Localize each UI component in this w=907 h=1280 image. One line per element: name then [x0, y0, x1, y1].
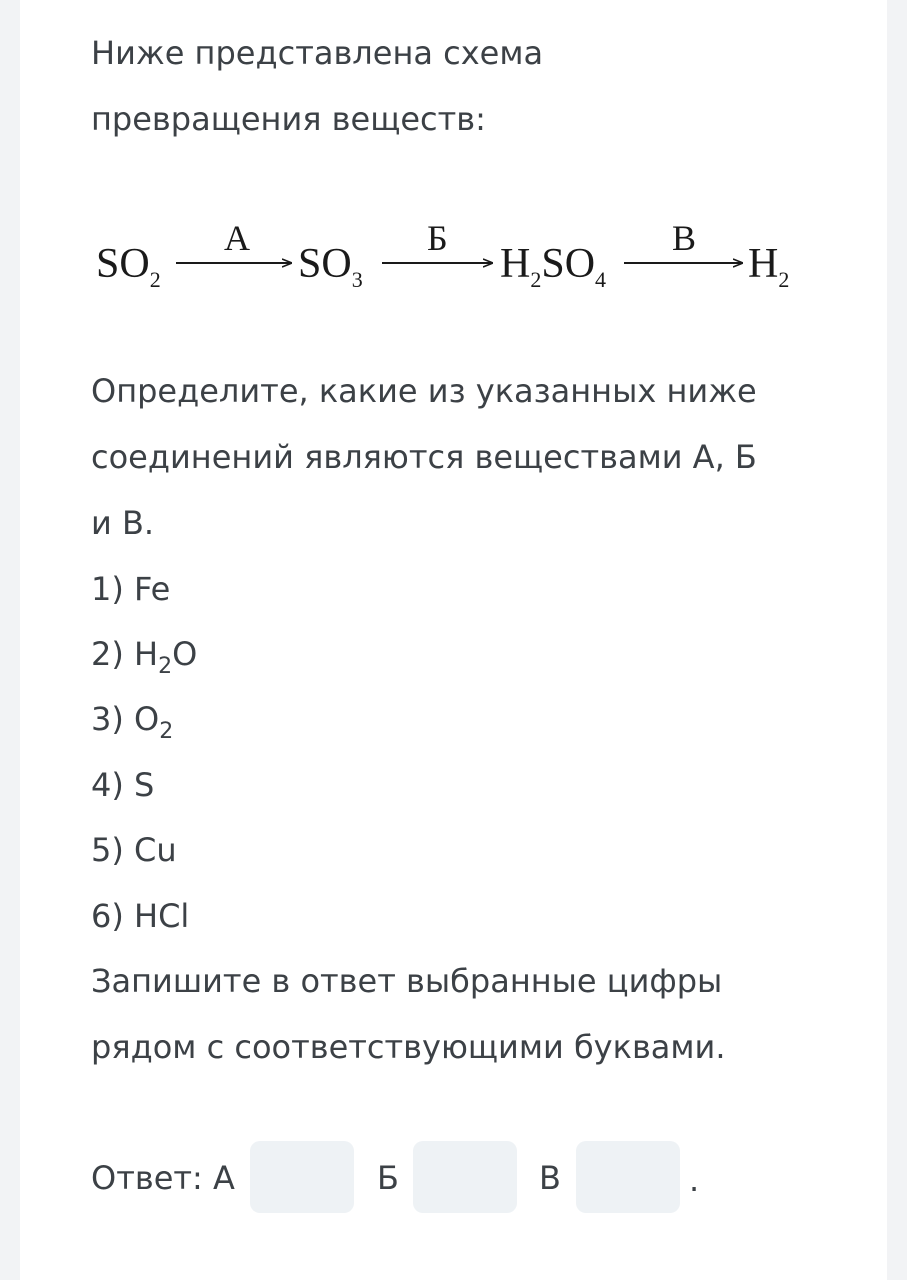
answer-letter-v: В: [539, 1159, 561, 1197]
answer-input-b[interactable]: [413, 1141, 517, 1213]
instruction-line-2: рядом с соответствующими буквами.: [91, 1028, 726, 1066]
question-line-3: и В.: [91, 504, 155, 542]
question-line-2: соединений являются веществами А, Б: [91, 438, 757, 476]
option-2: 2) $H_2O$: [91, 635, 198, 679]
answer-label: Ответ: А: [91, 1159, 235, 1197]
instruction-line-1: Запишите в ответ выбранные цифры: [91, 962, 723, 1000]
species-so2: $SO_2$: [96, 241, 161, 292]
option-3: 3) $O_2$: [91, 700, 174, 744]
arrow-label-v: В: [672, 218, 697, 258]
option-4: 4) S: [91, 766, 155, 804]
arrow-label-b: Б: [427, 218, 448, 258]
intro-line-2: превращения веществ:: [91, 100, 486, 138]
intro-line-1: Ниже представлена схема: [91, 34, 544, 72]
option-5: 5) Cu: [91, 831, 177, 869]
transformation-scheme: [92, 210, 812, 310]
scheme-svg: [92, 210, 812, 310]
species-so3: $SO_3$: [298, 241, 363, 292]
answer-input-v[interactable]: [576, 1141, 680, 1213]
species-h2so4: $H_2SO_4$: [500, 241, 607, 292]
answer-end-period: .: [689, 1161, 700, 1199]
question-line-1: Определите, какие из указанных ниже: [91, 372, 757, 410]
answer-letter-b: Б: [377, 1159, 399, 1197]
arrow-label-a: А: [224, 218, 250, 258]
species-h2: $H_2$: [748, 241, 790, 292]
option-6: 6) HCl: [91, 897, 190, 935]
option-1: 1) Fe: [91, 570, 171, 608]
answer-input-a[interactable]: [250, 1141, 354, 1213]
